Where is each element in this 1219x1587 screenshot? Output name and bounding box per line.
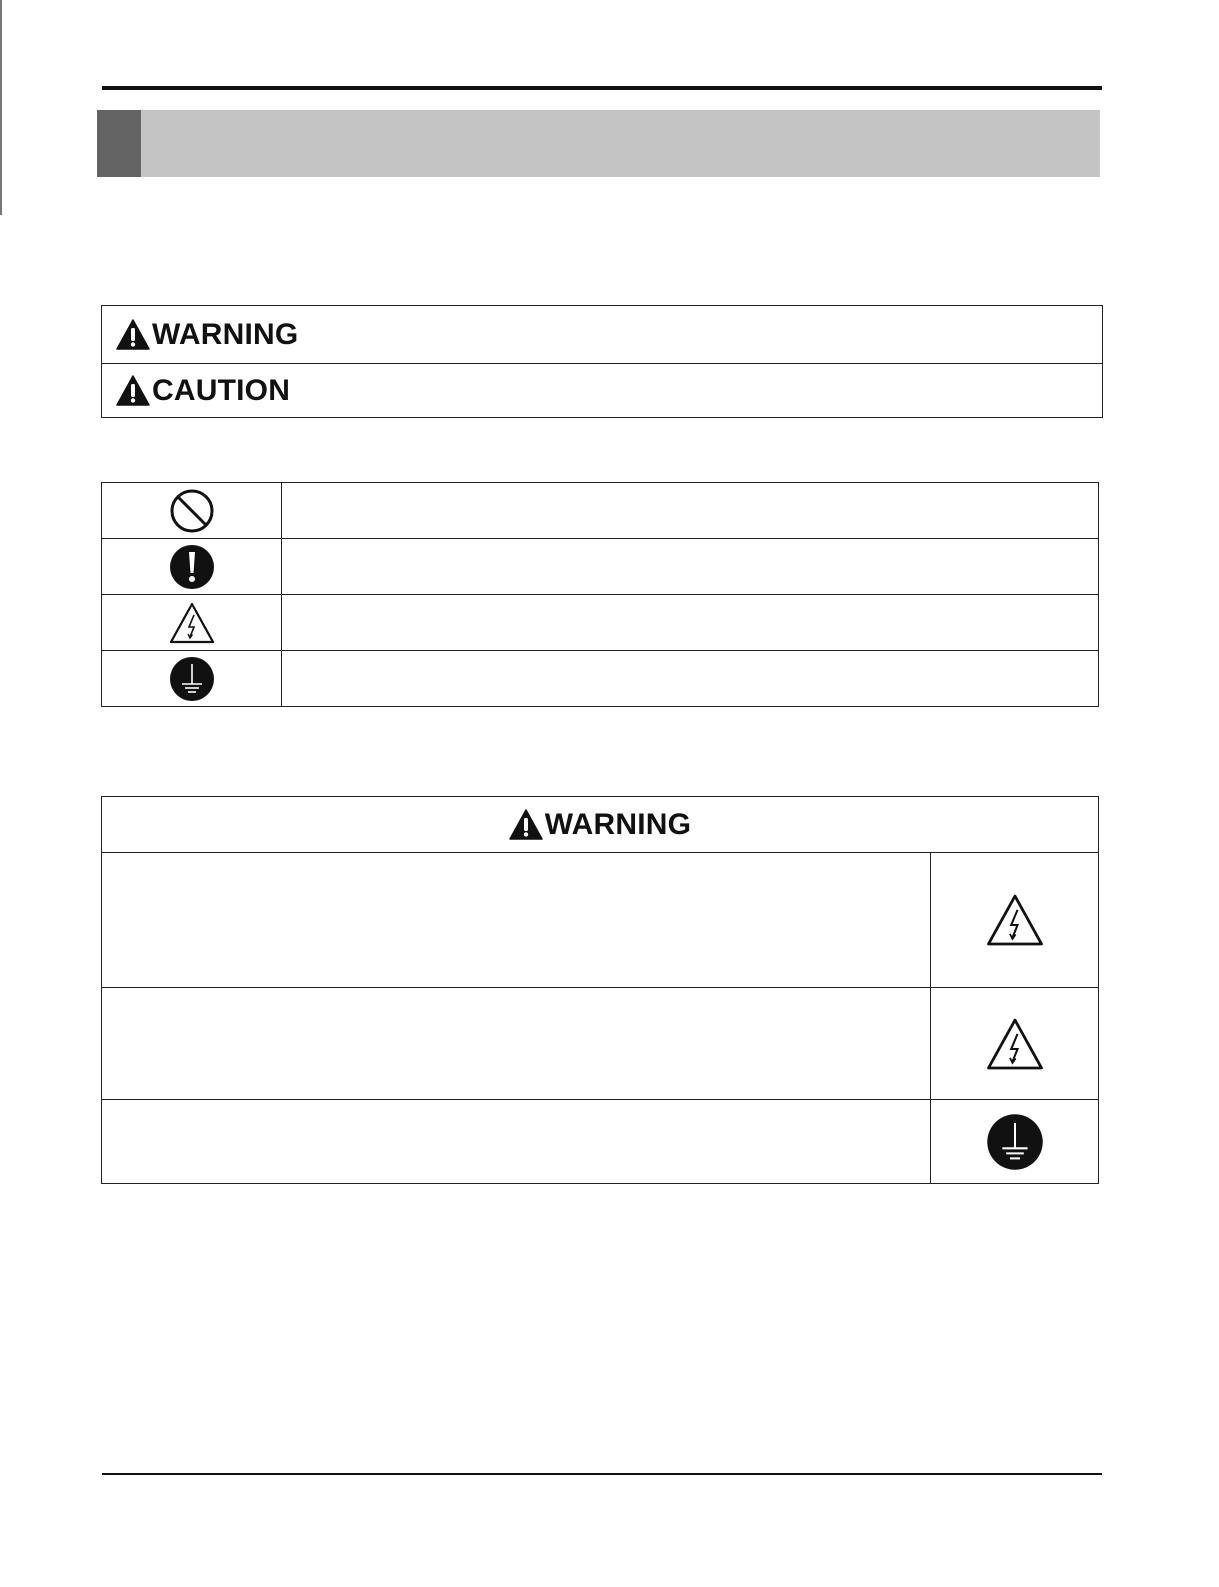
symbol-row-prohibited	[102, 483, 1099, 539]
section-title-bar	[97, 110, 1100, 177]
warning-table-row	[102, 1100, 1099, 1184]
ground-icon	[986, 1113, 1044, 1171]
header-rule	[102, 86, 1102, 90]
electric-shock-icon	[169, 601, 215, 645]
hazard-levels-box	[101, 305, 1103, 418]
warning-label	[116, 318, 298, 352]
symbol-icon-cell	[102, 483, 282, 539]
symbol-description-cell	[282, 595, 1099, 651]
symbol-icon-cell	[102, 595, 282, 651]
warning-icon-cell	[931, 988, 1099, 1100]
symbol-row-mandatory	[102, 539, 1099, 595]
hazard-level-caution	[102, 363, 1102, 417]
warning-icon-cell	[931, 853, 1099, 988]
mandatory-action-icon	[169, 544, 215, 590]
warning-icon-cell	[931, 1100, 1099, 1184]
symbol-row-electric-shock	[102, 595, 1099, 651]
warning-table-row	[102, 988, 1099, 1100]
electric-shock-icon	[986, 1016, 1044, 1072]
symbol-legend-table	[101, 482, 1099, 707]
warning-heading-text: WARNING	[544, 807, 692, 841]
symbol-description-cell	[282, 483, 1099, 539]
warning-text-cell	[102, 1100, 931, 1184]
footer-rule	[102, 1473, 1102, 1475]
warning-triangle-icon	[509, 809, 543, 840]
ground-icon	[169, 656, 215, 702]
warning-table-heading	[102, 797, 1099, 853]
hazard-level-warning	[102, 306, 1102, 363]
electric-shock-icon	[986, 892, 1044, 948]
warning-label-text: WARNING	[152, 317, 299, 351]
symbol-icon-cell	[102, 539, 282, 595]
caution-label	[116, 374, 290, 408]
section-title-tab	[97, 110, 141, 177]
caution-label-text: CAUTION	[152, 373, 291, 407]
symbol-description-cell	[282, 539, 1099, 595]
warning-triangle-icon	[116, 375, 150, 406]
warning-table-row	[102, 853, 1099, 988]
warning-heading-label	[102, 808, 1098, 842]
warning-text-cell	[102, 853, 931, 988]
prohibited-icon	[169, 488, 215, 534]
warning-table	[101, 796, 1099, 1184]
warning-triangle-icon	[116, 319, 150, 350]
page-edge-mark	[0, 0, 2, 215]
symbol-description-cell	[282, 651, 1099, 707]
symbol-icon-cell	[102, 651, 282, 707]
warning-table-header-row	[102, 797, 1099, 853]
warning-text-cell	[102, 988, 931, 1100]
symbol-row-ground	[102, 651, 1099, 707]
